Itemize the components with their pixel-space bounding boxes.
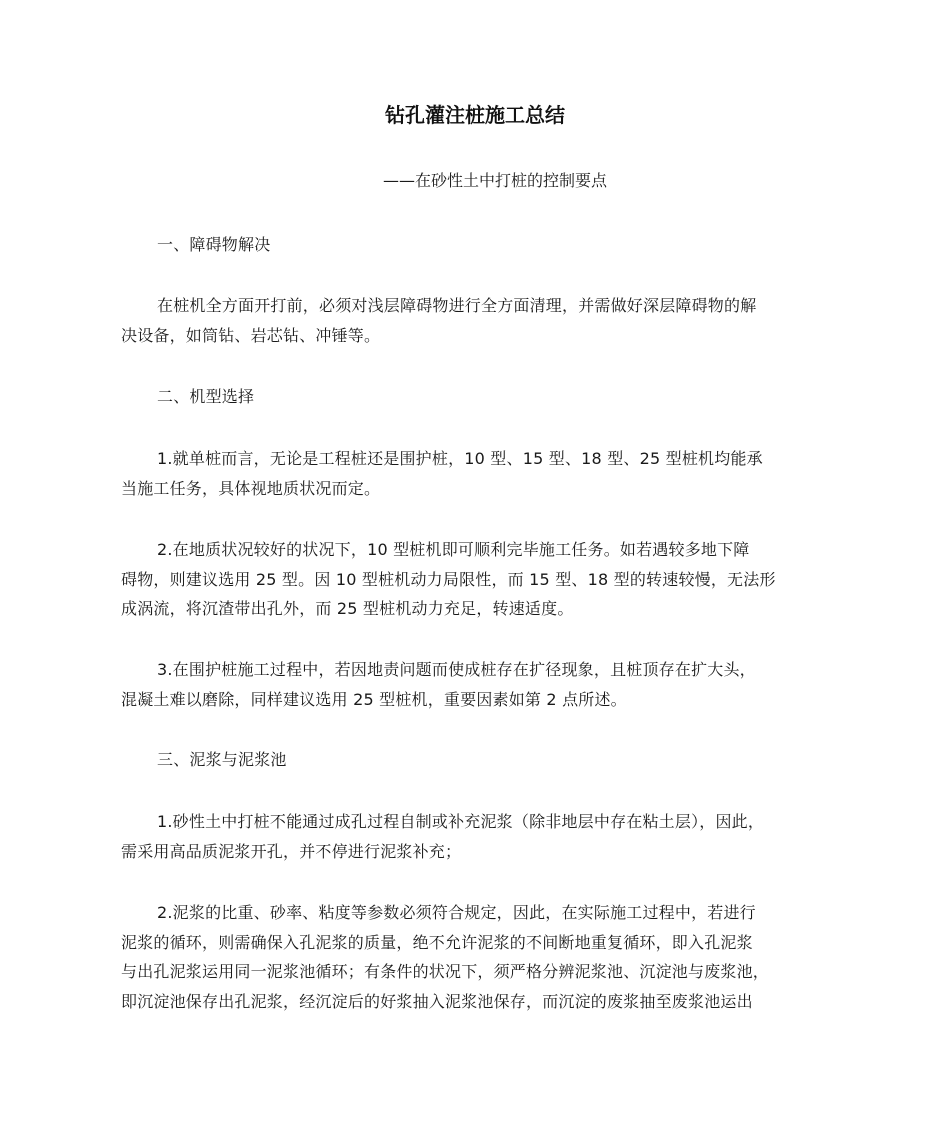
section-heading-obstacles [121,230,833,260]
text-line: 3.在围护桩施工过程中，若因地责问题而使成桩存在扩径现象，且桩顶存在扩大头， [157,660,756,679]
section-heading-mud [121,745,833,775]
text-line: 二、机型选择 [157,387,255,406]
text-line: 泥浆的循环，则需确保入孔泥浆的质量，绝不允许泥浆的不间断地重复循环，即入孔泥浆 [121,932,753,952]
text-line: 1.砂性土中打桩不能通过成孔过程自制或补充泥浆（除非地层中存在粘土层），因此， [157,812,765,831]
text-line: 与出孔泥浆运用同一泥浆池循环；有条件的状况下，须严格分辨泥浆池、沉淀池与废浆池， [121,962,770,981]
text-line: 即沉淀池保存出孔泥浆，经沉淀后的好浆抽入泥浆池保存，而沉淀的废浆抽至废浆池运出 [121,991,753,1011]
text-line: 混凝土难以磨除，同样建议选用 25 型桩机，重要因素如第 2 点所述。 [121,689,627,709]
paragraph-machine-1 [121,444,833,503]
document-subtitle: ——在砂性土中打桩的控制要点 [382,171,607,190]
text-line: 1.就单桩而言，无论是工程桩还是围护桩，10 型、15 型、18 型、25 型桩机均能承 [157,449,763,468]
text-line: 三、泥浆与泥浆池 [157,750,287,769]
text-line: 一、障碍物解决 [157,235,271,254]
text-line: 2.泥浆的比重、砂率、粘度等参数必须符合规定，因此，在实际施工过程中，若进行 [157,903,756,922]
paragraph-machine-3 [121,655,833,714]
text-line: 在桩机全方面开打前，必须对浅层障碍物进行全方面清理，并需做好深层障碍物的解 [157,296,757,315]
document-title: 钻孔灌注桩施工总结 [385,103,565,127]
text-line: 成涡流，将沉渣带出孔外，而 25 型桩机动力充足，转速适度。 [121,599,574,618]
text-line: 碍物，则建议选用 25 型。因 10 型桩机动力局限性，而 15 型、18 型的转速较慢，无法形 [121,569,776,589]
section-heading-machine-type [121,382,833,412]
text-line: 2.在地质状况较好的状况下，10 型桩机即可顺利完毕施工任务。如若遇较多地下障 [157,540,750,559]
text-line: 当施工任务，具体视地质状况而定。 [121,478,381,498]
paragraph-machine-2 [121,535,833,624]
text-line: 需采用高品质泥浆开孔，并不停进行泥浆补充； [121,841,462,861]
text-line: 决设备，如筒钻、岩芯钻、冲锤等。 [121,325,381,345]
paragraph-mud-1 [121,807,833,866]
paragraph-obstacles [121,291,833,350]
paragraph-mud-2 [121,898,833,1016]
